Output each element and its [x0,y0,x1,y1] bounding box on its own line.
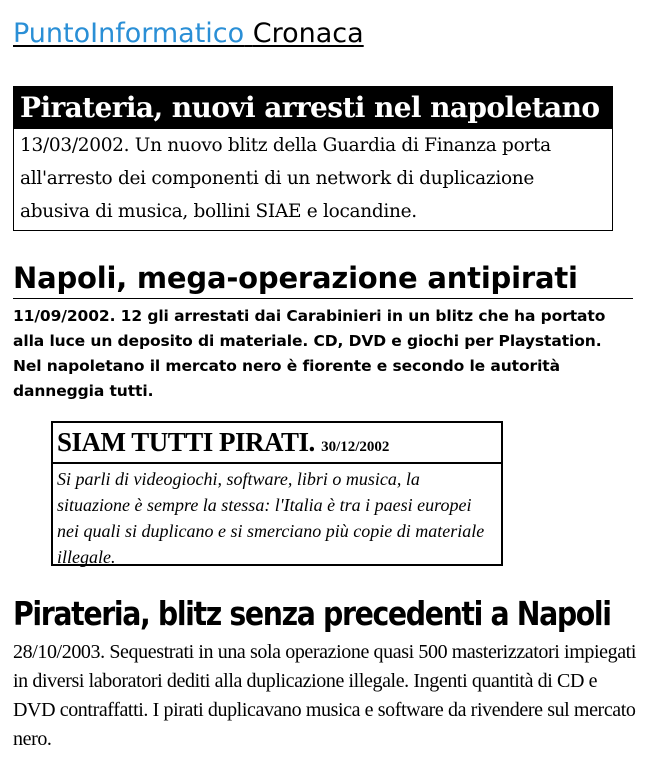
article-1-headline[interactable]: Pirateria, nuovi arresti nel napoletano [14,87,612,129]
section-link[interactable]: Cronaca [252,18,364,49]
brand-link[interactable]: PuntoInformatico [13,18,245,49]
article-4 [13,590,643,754]
article-3 [51,421,503,566]
article-3-title[interactable]: SIAM TUTTI PIRATI. [57,427,315,457]
article-2-headline[interactable]: Napoli, mega-operazione antipirati [13,258,633,299]
article-3-date: 30/12/2002 [321,439,390,455]
article-2-body: 11/09/2002. 12 gli arrestati dai Carabinieri in un blitz che ha portato alla luce un deposito di materiale. CD, DVD e giochi per Playstation. Nel napoletano il mercato nero è fiorente e secondo le autorità danneggia tutti. [13,307,606,400]
article-4-body: 28/10/2003. Sequestrati in una sola operazione quasi 500 masterizzatori impiegati in diversi laboratori dediti alla duplicazione illegale. Ingenti quantità di CD e DVD contraffatti. I pirati duplicavano musica e software da rivendere sul mercato nero. [13,641,636,750]
article-1-body: 13/03/2002. Un nuovo blitz della Guardia di Finanza porta all'arresto dei componenti di un network di duplicazione abusiva di musica, bollini SIAE e locandine. [20,135,551,222]
article-1 [13,86,613,231]
article-3-body: Si parli di videogiochi, software, libri o musica, la situazione è sempre la stessa: l'Italia è tra i paesi europei nei quali si duplicano e si smerciano più copie di materiale illegale. [57,469,485,567]
masthead [13,16,364,52]
article-4-headline[interactable]: Pirateria, blitz senza precedenti a Napoli [13,594,611,633]
article-3-headline [57,427,497,462]
article-2 [13,258,633,404]
